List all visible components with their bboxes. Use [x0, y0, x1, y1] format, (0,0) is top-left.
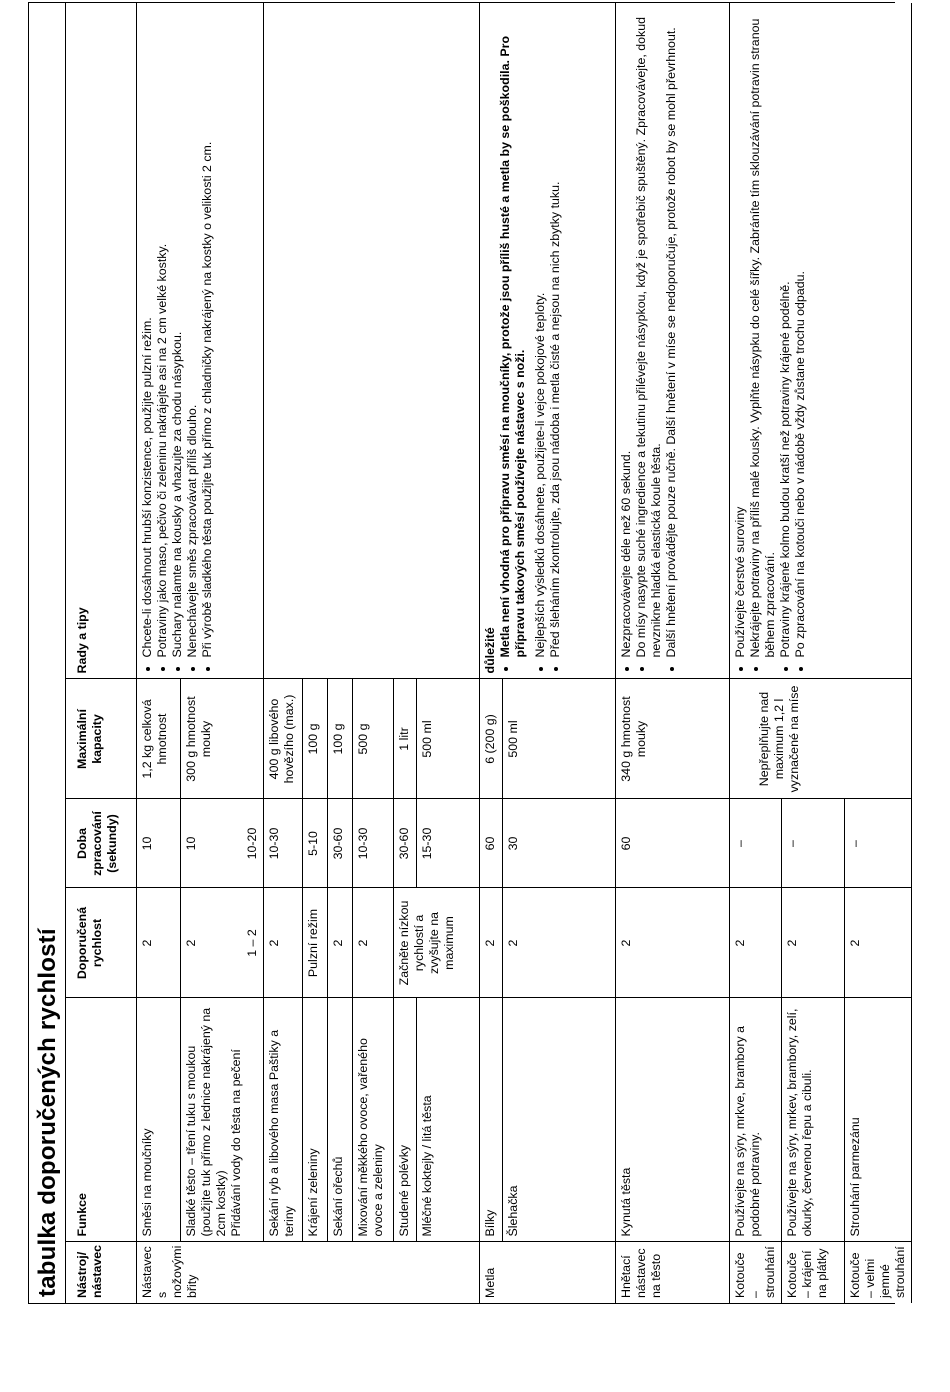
function-text: Přidávání vody do těsta na pečení — [229, 1049, 243, 1237]
speed-value: 2 — [184, 939, 198, 947]
function-cell: Strouhání parmezánu — [845, 998, 912, 1242]
capacity-cell: 500 g — [353, 679, 394, 799]
function-cell: Krájení zeleniny — [303, 998, 328, 1242]
tips-discs — [730, 3, 912, 679]
time-value: 10-20 — [245, 827, 259, 860]
function-cell: Používejte na sýry, mrkev, brambory, zelí, okurky, červenou řepu a cibuli. — [782, 998, 845, 1242]
tip-item: • Při výrobě sladkého těsta použijte tuk přímo z chladničky nakrájený na kostky o velikosti 2 cm. — [200, 8, 215, 658]
capacity-cell: 100 g — [303, 679, 328, 799]
table-row — [480, 3, 503, 1303]
tips-empty-cell — [264, 3, 480, 679]
function-cell: Kynutá těsta — [616, 998, 730, 1242]
table-row — [730, 3, 782, 1303]
speed-cell: 2 — [480, 888, 503, 998]
capacity-cell: 6 (200 g) — [480, 679, 503, 799]
speed-cell: 2 — [730, 888, 782, 998]
function-cell: Směsi na moučníky — [137, 998, 181, 1242]
document-title: tabulka doporučených rychlostí — [29, 3, 66, 1303]
time-value: 10 — [184, 836, 198, 851]
table-row — [137, 3, 181, 1303]
tip-item: • Nezpracovávejte déle než 60 sekund. — [619, 8, 634, 658]
table-row — [616, 3, 730, 1303]
tool-disc-slice: Kotouče – krájení na plátky — [782, 1242, 845, 1303]
tip-important: • Metla není vhodná pro přípravu směsí na moučníky, protože jsou příliš husté a metla by se poškodila. Pro přípravu takových směsí používejte nástavec s noži. — [498, 8, 528, 658]
header-row — [66, 3, 137, 1303]
speed-cell: 2 — [616, 888, 730, 998]
time-cell: 30-60 — [328, 799, 353, 888]
tip-item: • Nekrájejte potraviny na příliš malé kousky. Vyplňte násypku do celé šířky. Zabráníte tím sklouzávání potravin stranou během zpracování. — [748, 8, 778, 658]
capacity-cell: 1 litr — [394, 679, 417, 799]
speed-value: 1 – 2 — [245, 929, 259, 957]
table-row — [264, 3, 303, 1303]
time-cell: 30 — [503, 799, 616, 888]
tool-blade: Nástavec s nožovými břity — [137, 1242, 480, 1303]
tip-item: • Před šleháním zkontrolujte, zda jsou nádoba i metla čisté a nejsou na nich zbytky tuku. — [548, 8, 563, 658]
capacity-cell: 100 g — [328, 679, 353, 799]
time-cell: – — [730, 799, 782, 888]
tip-item: • Používejte čerstvé suroviny — [733, 8, 748, 658]
tips-heading: důležité — [483, 627, 497, 674]
tip-item: • Další hnětení provádějte pouze ručně. Další hnětení v míse se nedoporučuje, protože robot by se mohl převrhnout. — [664, 8, 679, 658]
tip-item: • Do mísy nasypte suché ingredience a tekutinu přilévejte násypkou, když je spotřebič spuštěný. Zpracovávejte, dokud nevznikne hladká elastická koule těsta. — [634, 8, 664, 658]
speed-cell: Začněte nízkou rychlostí a zvyšujte na maximum — [394, 888, 480, 998]
time-cell: 15-30 — [417, 799, 480, 888]
tips-dough — [616, 3, 730, 679]
header-time: Doba zpracování (sekundy) — [66, 799, 137, 888]
tool-whisk: Metla — [480, 1242, 616, 1303]
tip-item: • Potraviny jako maso, pečivo či zeleninu nakrájejte asi na 2 cm velké kostky. — [155, 8, 170, 658]
function-cell: Šlehačka — [503, 998, 616, 1242]
header-tips: Rady a tipy — [66, 3, 137, 679]
function-cell: Používejte na sýry, mrkve, brambory a podobné potraviny. — [730, 998, 782, 1242]
time-cell: 10-30 — [264, 799, 303, 888]
header-capacity: Maximální kapacity — [66, 679, 137, 799]
capacity-cell: 500 ml — [503, 679, 616, 799]
function-cell: Sekání ořechů — [328, 998, 353, 1242]
tips-blade — [137, 3, 264, 679]
speed-cell: Pulzní režim — [303, 888, 328, 998]
capacity-cell: 400 g libového hovězího (max.) — [264, 679, 303, 799]
header-tool: Nástroj/ nástavec — [66, 1242, 137, 1303]
time-cell: 60 — [616, 799, 730, 888]
tip-item: • Chcete-li dosáhnout hrubší konzistence, použijte pulzní režim. — [140, 8, 155, 658]
function-cell: Sekání ryb a libového masa Paštiky a teriny — [264, 998, 303, 1242]
time-cell: 5-10 — [303, 799, 328, 888]
capacity-cell: 300 g hmotnost mouky — [181, 679, 264, 799]
capacity-cell: 1,2 kg celková hmotnost — [137, 679, 181, 799]
tool-disc-fine: Kotouče – velmi jemné strouhání — [845, 1242, 912, 1303]
function-cell: Studené polévky — [394, 998, 417, 1242]
function-cell: Bílky — [480, 998, 503, 1242]
tip-item: • Nenechávejte směs zpracovávat příliš dlouho. — [185, 8, 200, 658]
capacity-cell: 500 ml — [417, 679, 480, 799]
speed-cell — [181, 888, 264, 998]
tool-dough: Hnětací nástavec na těsto — [616, 1242, 730, 1303]
speed-cell: 2 — [328, 888, 353, 998]
time-cell — [181, 799, 264, 888]
time-cell: – — [782, 799, 845, 888]
capacity-cell: Nepřeplňujte nad maximum 1,2 l vyznačené na míse — [730, 679, 912, 799]
header-function: Funkce — [66, 998, 137, 1242]
tip-item: • Potraviny krájené kolmo budou kratší než potraviny krájené podélně. — [778, 8, 793, 658]
tips-whisk — [480, 3, 616, 679]
speed-cell: 2 — [137, 888, 181, 998]
tip-item: • Suchary nalamte na kousky a vhazujte za chodu násypkou. — [170, 8, 185, 658]
function-cell — [181, 998, 264, 1242]
header-speed: Doporučená rychlost — [66, 888, 137, 998]
function-text: Sladké těsto – tření tuku s moukou (použijte tuk přímo z lednice nakrájený na 2cm kostky) — [184, 1007, 228, 1237]
time-cell: 60 — [480, 799, 503, 888]
document-frame — [28, 2, 907, 1304]
function-cell: Mléčné koktejly / litá těsta — [417, 998, 480, 1242]
tool-disc-grate: Kotouče – strouhání — [730, 1242, 782, 1303]
speed-table — [66, 3, 912, 1303]
function-cell: Mixování měkkého ovoce, vařeného ovoce a zeleniny — [353, 998, 394, 1242]
speed-cell: 2 — [782, 888, 845, 998]
time-cell: – — [845, 799, 912, 888]
tip-item: • Po zpracování na kotouči nebo v nádobě vždy zůstane trochu odpadu. — [793, 8, 808, 658]
time-cell: 10-30 — [353, 799, 394, 888]
speed-cell: 2 — [353, 888, 394, 998]
time-cell: 10 — [137, 799, 181, 888]
tip-item: • Nejlepších výsledků dosáhnete, použijete-li vejce pokojové teploty. — [533, 8, 548, 658]
capacity-cell: 340 g hmotnost mouky — [616, 679, 730, 799]
speed-cell: 2 — [264, 888, 303, 998]
time-cell: 30-60 — [394, 799, 417, 888]
speed-cell: 2 — [845, 888, 912, 998]
speed-cell: 2 — [503, 888, 616, 998]
